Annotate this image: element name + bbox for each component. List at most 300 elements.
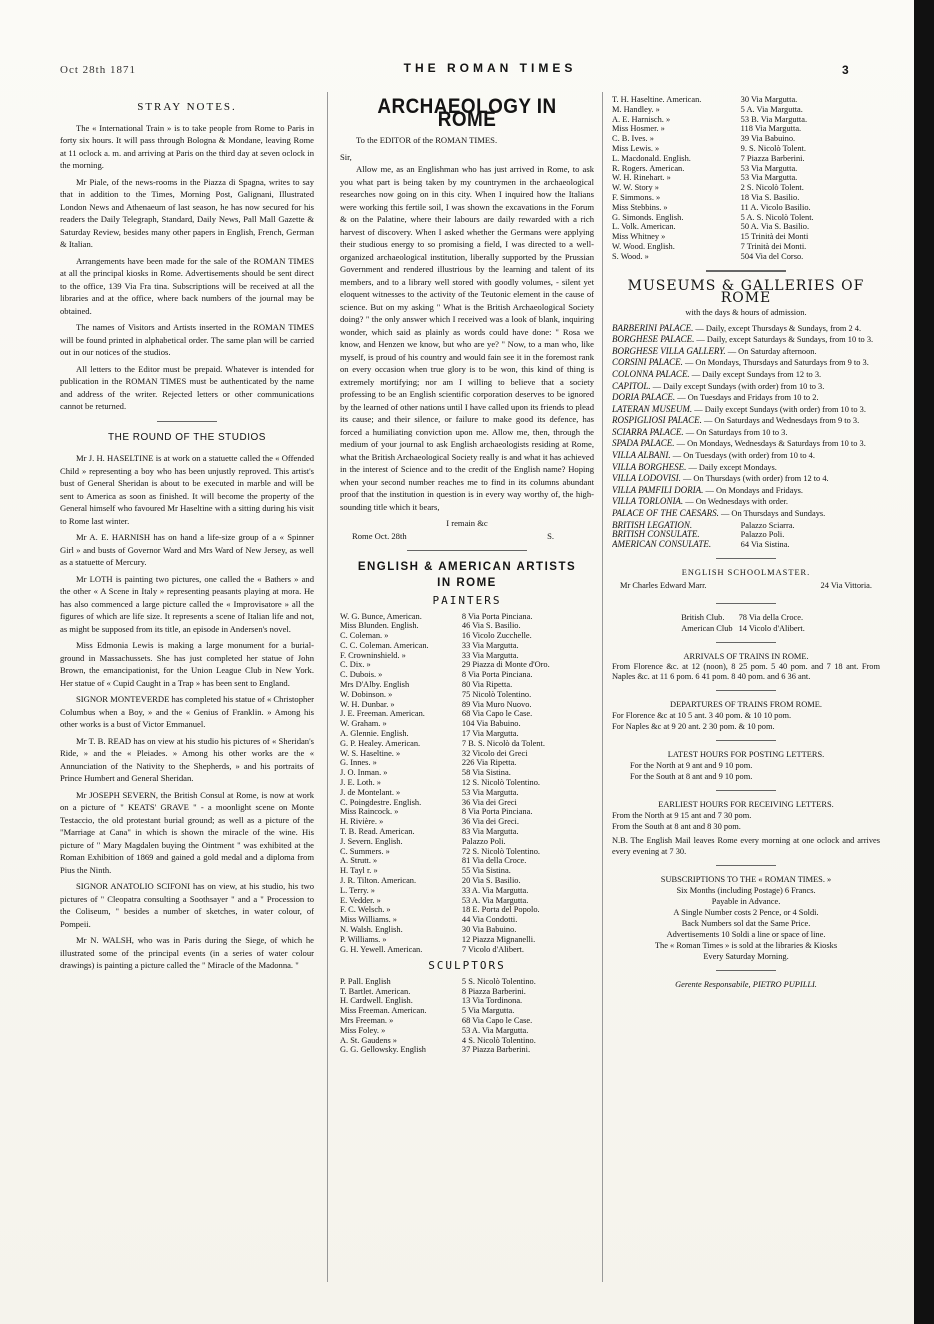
studio-paragraph: Mr A. E. HARNISH has on hand a life-size group of a « Spinner Girl » and busts of Governor Ward and Mrs Ward of New Jersey, as well as a statuette of Mercury.: [60, 532, 314, 567]
artist-address: 72 S. Nicolò Tolentino.: [461, 846, 541, 856]
museum-hours: — On Tuesdays (with order) from 10 to 4.: [672, 451, 815, 461]
column-divider: [327, 92, 328, 1282]
artist-address: 53 Via Margutta.: [461, 787, 519, 797]
artist-address: 32 Vicolo dei Greci: [461, 748, 528, 758]
museum-name: LATERAN MUSEUM.: [612, 403, 693, 414]
painter-row: [340, 660, 594, 670]
museum-entry: [612, 439, 880, 449]
sculptors-list-continued: [612, 95, 880, 262]
subscriptions-body: [612, 885, 880, 962]
museum-name: SPADA PALACE.: [612, 438, 675, 449]
museum-hours: — Daily, except Saturdays & Sundays, from 10 to 3.: [696, 335, 874, 345]
museum-entry: [612, 358, 880, 368]
artist-name: G. H. Yewell. American.: [340, 944, 423, 954]
studios-body: [60, 452, 314, 972]
artist-name: F. Simmons. »: [612, 192, 661, 202]
artist-address: 39 Via Babuino.: [740, 134, 796, 144]
artist-address: 18 E. Porta del Popolo.: [461, 905, 540, 915]
painter-row: [340, 758, 594, 768]
artist-name: C. Summers. »: [340, 846, 390, 856]
artist-address: 33 Via Margutta.: [461, 640, 519, 650]
painter-row: [340, 612, 594, 622]
artist-address: 30 Via Margutta.: [740, 95, 798, 104]
divider: [716, 642, 776, 643]
divider: [407, 550, 527, 551]
artist-name: J. de Montelant. »: [340, 787, 401, 797]
museum-name: VILLA ALBANI.: [612, 450, 671, 461]
clubs-list: [681, 612, 811, 634]
artist-name: Miss Stebbins. »: [612, 202, 668, 212]
museum-hours: — Daily except Sundays from 12 to 3.: [691, 369, 822, 379]
museum-entry: [612, 509, 880, 519]
museum-entry: [612, 324, 880, 334]
artist-address: 37 Piazza Barberini.: [461, 1045, 531, 1055]
sculptor-row: [340, 1006, 594, 1016]
artist-address: 33 A. Via Margutta.: [461, 885, 529, 895]
museum-name: VILLA LODOVISI.: [612, 473, 681, 484]
artist-address: 8 Via Porta Pinciana.: [461, 670, 533, 680]
museum-entry: [612, 474, 880, 484]
artist-name: L. Volk. American.: [612, 222, 676, 232]
receiving-heading: EARLIEST HOURS FOR RECEIVING LETTERS.: [658, 799, 834, 809]
club-row: [681, 612, 811, 623]
artist-name: J. E. Loth. »: [340, 778, 381, 788]
museum-name: CAPITOL.: [612, 380, 651, 391]
subscription-line: Back Numbers sol dat the Same Price.: [681, 918, 811, 928]
posting-heading: LATEST HOURS FOR POSTING LETTERS.: [667, 749, 825, 759]
artist-address: 15 Trinità dei Monti: [740, 232, 809, 242]
studio-paragraph: Mr T. B. READ has on view at his studio his pictures of « Sheridan's Ride, » and the « Pleiades. » Among his other works are the « Annunciation of the Nativity to the Shepherds, » and his portraits of Prince Humbert and General Sheridan.: [60, 735, 314, 783]
museum-name: VILLA TORLONIA.: [612, 496, 684, 507]
museum-entry: [612, 393, 880, 403]
artist-address: 5 S. Nicolò Tolentino.: [461, 976, 536, 986]
stray-note-paragraph: All letters to the Editor must be prepaid. Whatever is intended for publication in the ROMAN TIMES must be authenticated by the name and address of the writer. Rejected letters or other communications cannot be returned.: [60, 363, 314, 411]
artist-address: 53 Via Margutta.: [740, 163, 798, 173]
artist-address: 8 Via Porta Pinciana.: [461, 611, 533, 621]
schoolmaster-address: 24 Via Vittoria.: [820, 581, 872, 591]
museum-entry: [612, 428, 880, 438]
museum-name: BORGHESE VILLA GALLERY.: [612, 345, 726, 356]
artist-name: W. G. Bunce, American.: [340, 611, 422, 621]
painter-row: [340, 641, 594, 651]
club-address: 14 Vicolo d'Alibert.: [738, 623, 805, 633]
artist-name: C. Poingdestre. English.: [340, 797, 422, 807]
museum-hours: — Daily except Sundays (with order) from 10 to 3.: [652, 381, 825, 391]
artist-name: G. G. Gellowsky. English: [340, 1045, 426, 1055]
letter-signoff: [340, 530, 594, 543]
masthead-title: THE ROMAN TIMES: [403, 61, 577, 75]
club-name: American Club: [681, 623, 733, 633]
museum-entry: [612, 405, 880, 415]
painter-row: [340, 817, 594, 827]
posting-line: For the North at 9 ant and 9 10 pom.: [630, 760, 753, 770]
artist-name: W. H. Dunbar. »: [340, 699, 395, 709]
museum-entry: [612, 335, 880, 345]
sculptor-row: [612, 164, 880, 174]
artist-address: 118 Via Margutta.: [740, 124, 802, 134]
legation-name: AMERICAN CONSULATE.: [612, 539, 712, 550]
sculptor-row: [340, 996, 594, 1006]
studio-paragraph: Miss Edmonia Lewis is making a large monument for a burial-ground in Massachussets. She has just completed her statue of John Brown, the emancipationist, for the Union League Club in New York. Her statue of « Cupid Caught in a Trap » has been sent to England.: [60, 640, 314, 688]
artist-address: 80 Via Ripetta.: [461, 680, 513, 690]
artist-address: 83 Via Margutta.: [461, 827, 519, 837]
painter-row: [340, 915, 594, 925]
artist-name: W. Dobinson. »: [340, 689, 393, 699]
artist-name: Miss Williams. »: [340, 915, 397, 925]
artist-address: 50 A. Via S. Basilio.: [740, 222, 810, 232]
artist-address: 36 Via dei Greci.: [461, 817, 519, 827]
artist-name: G. P. Healey. American.: [340, 738, 421, 748]
legation-row: [612, 540, 880, 550]
sculptor-row: [612, 183, 880, 193]
painter-row: [340, 847, 594, 857]
artist-address: 89 Via Muro Nuovo.: [461, 699, 532, 709]
painter-row: [340, 670, 594, 680]
painter-row: [340, 709, 594, 719]
painter-row: [340, 935, 594, 945]
artist-address: 44 Via Condotti.: [461, 915, 518, 925]
artist-address: 13 Via Tordinona.: [461, 996, 523, 1006]
painter-row: [340, 886, 594, 896]
artist-name: Miss Whitney »: [612, 232, 666, 242]
museum-entry: [612, 451, 880, 461]
painter-row: [340, 788, 594, 798]
sculptor-row: [340, 987, 594, 997]
studios-heading: THE ROUND OF THE STUDIOS: [108, 431, 266, 443]
letter-salutation: To the EDITOR of the ROMAN TIMES.: [356, 135, 498, 145]
divider: [706, 270, 786, 272]
sculptor-row: [612, 105, 880, 115]
sculptor-row: [612, 154, 880, 164]
subscription-line: A Single Number costs 2 Pence, or 4 Soldi.: [673, 907, 819, 917]
sculptor-row: [612, 134, 880, 144]
museum-hours: — Daily except Mondays.: [688, 462, 777, 472]
museum-name: DORIA PALACE.: [612, 392, 676, 403]
museum-name: VILLA PAMFILI DORIA.: [612, 484, 704, 495]
museum-hours: — On Saturday afternoon.: [727, 346, 817, 356]
artist-name: L. Terry. »: [340, 885, 375, 895]
artist-name: P. Williams. »: [340, 934, 387, 944]
painter-row: [340, 680, 594, 690]
sculptor-row: [612, 232, 880, 242]
artist-address: 12 Piazza Mignanelli.: [461, 934, 536, 944]
artist-name: L. Macdonald. English.: [612, 153, 691, 163]
artist-name: T. B. Read. American.: [340, 827, 415, 837]
artist-name: C. Dix. »: [340, 660, 371, 670]
artist-name: W. Wood. English.: [612, 241, 675, 251]
painter-row: [340, 729, 594, 739]
artist-name: E. Vedder. »: [340, 895, 381, 905]
painter-row: [340, 739, 594, 749]
painter-row: [340, 700, 594, 710]
artist-address: 11 A. Vicolo Basilio.: [740, 202, 811, 212]
artist-address: 55 Via Sistina.: [461, 866, 511, 876]
artist-name: Mrs Freeman. »: [340, 1016, 394, 1026]
painter-row: [340, 876, 594, 886]
studio-paragraph: SIGNOR MONTEVERDE has completed his statue of « Christopher Columbus when a Boy, » and the « Genius of Franklin. » Among his other works is a bust of Victor Emmanuel.: [60, 694, 314, 729]
legation-address: 64 Via Sistina.: [740, 540, 790, 550]
sculptor-row: [612, 213, 880, 223]
divider: [716, 690, 776, 691]
artist-name: Mrs D'Alby. English: [340, 680, 410, 690]
painter-row: [340, 866, 594, 876]
museum-entry: [612, 347, 880, 357]
museum-entry: [612, 497, 880, 507]
artist-name: A. St. Gaudens »: [340, 1035, 397, 1045]
museums-heading: MUSEUMS & GALLERIES OF ROME: [627, 277, 865, 307]
sculptor-row: [612, 203, 880, 213]
artist-address: 18 Via S. Basilio.: [740, 192, 800, 202]
stray-notes-heading: STRAY NOTES.: [137, 101, 237, 113]
artist-address: 36 Via dei Greci: [461, 797, 517, 807]
artists-heading-line1: ENGLISH & AMERICAN ARTISTS: [357, 561, 577, 573]
painter-row: [340, 631, 594, 641]
artist-name: H. Rivière. »: [340, 817, 384, 827]
artist-address: 16 Vicolo Zucchelle.: [461, 631, 532, 641]
painter-row: [340, 827, 594, 837]
artist-address: 9. S. Nicolò Tolent.: [740, 143, 806, 153]
museum-name: SCIARRA PALACE.: [612, 426, 684, 437]
museum-name: VILLA BORGHESE.: [612, 461, 687, 472]
divider: [716, 790, 776, 791]
painter-row: [340, 749, 594, 759]
artist-address: 226 Via Ripetta.: [461, 758, 517, 768]
legation-address: Palazzo Sciarra.: [740, 520, 795, 530]
artist-address: 7 Vicolo d'Alibert.: [461, 944, 524, 954]
artist-address: 504 Via del Corso.: [740, 251, 804, 261]
artist-address: 8 Piazza Barberini.: [461, 986, 526, 996]
museum-hours: — Daily, except Thursdays & Sundays, from 2 4.: [695, 323, 862, 333]
artist-address: 53 B. Via Margutta.: [740, 114, 808, 124]
artist-address: 104 Via Babuino.: [461, 719, 521, 729]
artist-name: T. Bartlet. American.: [340, 986, 411, 996]
painter-row: [340, 925, 594, 935]
artist-address: 2 S. Nicolò Tolent.: [740, 183, 804, 193]
header-date: Oct 28th 1871: [60, 64, 136, 76]
artist-name: W. S. Haseltine. »: [340, 748, 401, 758]
artist-address: 81 Via della Croce.: [461, 856, 527, 866]
artist-name: W. Graham. »: [340, 719, 387, 729]
artist-address: 53 A. Via Margutta.: [461, 1025, 529, 1035]
sculptors-heading: SCULPTORS: [428, 959, 506, 973]
artist-address: 75 Nicolò Tolentino.: [461, 689, 532, 699]
column-right: [612, 95, 880, 1295]
receiving-line: From the North at 9 15 ant and 7 30 pom.: [612, 810, 752, 820]
sculptor-row: [612, 144, 880, 154]
museum-hours: — On Saturdays from 10 to 3.: [685, 427, 788, 437]
painter-row: [340, 651, 594, 661]
artist-name: S. Wood. »: [612, 251, 649, 261]
legation-name: BRITISH CONSULATE.: [612, 529, 700, 540]
arrivals-heading: ARRIVALS OF TRAINS IN ROME.: [683, 651, 809, 661]
sculptor-row: [612, 124, 880, 134]
painter-row: [340, 905, 594, 915]
artist-name: Miss Freeman. American.: [340, 1006, 427, 1016]
painter-row: [340, 690, 594, 700]
column-divider: [602, 92, 603, 1282]
museum-name: PALACE OF THE CAESARS.: [612, 508, 719, 519]
artist-address: 7 B. S. Nicolò da Tolent.: [461, 738, 545, 748]
departures-line: For Florence &c at 10 5 ant. 3 40 pom. & 10 10 pom.: [612, 710, 792, 720]
subscription-line: Payable in Advance.: [711, 896, 781, 906]
painter-row: [340, 798, 594, 808]
stray-note-paragraph: The « International Train » is to take people from Rome to Paris in forty six hours. It will pass through Bologna & Mondane, leaving Rome at 11 oclock a. m. and arriving at Paris on the third day at seven oclock in the morning.: [60, 122, 314, 170]
divider: [716, 865, 776, 866]
artist-address: 4 S. Nicolò Tolentino.: [461, 1035, 536, 1045]
artist-name: J. E. Freeman. American.: [340, 709, 425, 719]
sculptor-row: [612, 115, 880, 125]
artist-address: 53 A. Via Margutta.: [461, 895, 529, 905]
artist-name: H. Cardwell. English.: [340, 996, 413, 1006]
artist-name: Miss Raincock. »: [340, 807, 399, 817]
painter-row: [340, 621, 594, 631]
museums-subheading: with the days & hours of admission.: [685, 307, 807, 317]
artist-address: 46 Via S. Basilio.: [461, 621, 521, 631]
artist-name: Miss Blunden. English.: [340, 621, 419, 631]
museum-name: BORGHESE PALACE.: [612, 334, 695, 345]
artist-name: G. Simonds. English.: [612, 212, 684, 222]
artist-name: F. Crowninshield. »: [340, 650, 406, 660]
artist-name: N. Walsh. English.: [340, 925, 403, 934]
mail-note: N.B. The English Mail leaves Rome every morning at one oclock and arrives every evening at 7 30.: [612, 835, 880, 856]
museum-hours: — On Mondays, Thursdays and Saturdays from 9 to 3.: [684, 358, 869, 368]
legations-list: [612, 521, 880, 550]
museum-entry: [612, 463, 880, 473]
artist-name: J. O. Inman. »: [340, 768, 388, 778]
divider: [157, 421, 217, 422]
artists-heading-line2: IN ROME: [437, 577, 497, 589]
sculptor-row: [340, 1026, 594, 1036]
artist-name: Miss Lewis. »: [612, 143, 660, 153]
artist-name: A. Glennie. English.: [340, 729, 409, 739]
studio-paragraph: Mr N. WALSH, who was in Paris during the Siege, of which he illustrated some of the principal events (in a series of water colour drawings) is painting a picture called the " Miracle of the Madonna. ": [60, 935, 314, 970]
divider: [716, 740, 776, 741]
sculptor-row: [340, 977, 594, 987]
artist-address: 5 A. Via Margutta.: [740, 104, 803, 114]
page-number: 3: [842, 63, 849, 77]
sculptor-row: [612, 95, 880, 105]
letter-body: Allow me, as an Englishman who has just arrived in Rome, to ask you what part is being taken by my countrymen in the archaeological researches now going on in this city. When I inquired how the Italians were working this fertile soil, I was shown the excavations in the Forum & on the Palatine, where their labours are daily rewarded with a rich harvest of discovery. When I asked whether the Germans were applying their studious energy to so promising a field, I was directed to a well-organized archaeological institution, liberally supported by the Prussian Government and rendered illustrious by the learning and talent of its members, and to a library well stored with goodly volumes, - silent yet eloquent witnesses to the activity of the Teutonic element in the cause of science. But on my asking " What is the British Archaeological Society doing? " the only answer which I received was a look of blank, inquiring wonder, which said as plainly as words could have done: " Rosa we know, and Henzen we know, but who are ye? " Now, to a man who, like myself, is proud of his country and would fain see it in the foremost rank on every occasion when true glory is to be won, this kind of thing is extremely mortifying; nor am I willing to believe that a society professing to be an English scientific corporation deserves to be ignored by the learned of other nations until I have called upon its friends to plead its cause; and their silence, or failure to make good its defence, has forced a humiliating conviction upon me. Allow me, then, through the medium of your journal to ask English archaeologists residing at Rome, what the British Archaeological Society really is and what it has achieved in the interest of Science and to the credit of the English name? Hoping when your second number reaches me to find in its columns abundant proof that the institution in question is in every way worthy of, the high-sounding title which it bears,: [340, 164, 594, 512]
museum-name: BARBERINI PALACE.: [612, 322, 694, 333]
legation-address: Palazzo Poli.: [740, 530, 785, 540]
schoolmaster-name: Mr Charles Edward Marr.: [620, 581, 707, 591]
artist-address: 7 Trinità dei Monti.: [740, 241, 807, 251]
artist-address: Palazzo Poli.: [461, 836, 506, 846]
artist-address: 68 Via Capo le Case.: [461, 1016, 533, 1026]
sculptor-row: [340, 1036, 594, 1046]
sculptor-row: [340, 1016, 594, 1026]
artist-name: Miss Foley. »: [340, 1025, 386, 1035]
painter-row: [340, 856, 594, 866]
museum-name: COLONNA PALACE.: [612, 368, 690, 379]
museum-entry: [612, 416, 880, 426]
gerente-line: Gerente Responsabile, PIETRO PUPILLI.: [675, 979, 817, 989]
column-left: [60, 95, 314, 1295]
artist-name: T. H. Haseltine. American.: [612, 95, 702, 104]
museum-entry: [612, 486, 880, 496]
studio-paragraph: SIGNOR ANATOLIO SCIFONI has on view, at his studio, his two pictures of " Cleopatra consulting a Soothsayer " and a " Procession to the Coliseum, " besides a number of sketches, in water colour, of Pompeii.: [60, 881, 314, 929]
painter-row: [340, 778, 594, 788]
artist-name: J. Severn. English.: [340, 836, 403, 846]
column-middle: [340, 95, 594, 1295]
painters-heading: PAINTERS: [432, 594, 502, 607]
museum-hours: — On Thursdays (with order) from 12 to 4.: [682, 474, 829, 484]
artist-address: 58 Via Sistina.: [461, 768, 511, 778]
scan-edge: [914, 0, 934, 1324]
letter-closing: I remain &c: [446, 518, 488, 528]
painter-row: [340, 768, 594, 778]
painter-row: [340, 807, 594, 817]
receiving-line: From the South at 8 ant and 8 30 pom.: [612, 821, 741, 831]
stray-notes-body: [60, 122, 314, 413]
departures-heading: DEPARTURES OF TRAINS FROM ROME.: [670, 699, 822, 709]
artist-name: Miss Hosmer. »: [612, 124, 665, 134]
artist-address: 12 S. Nicolò Tolentino.: [461, 778, 541, 788]
letter-signature: S.: [547, 530, 554, 541]
museum-hours: — Daily except Sundays (with order) from 10 to 3.: [694, 404, 866, 414]
painter-row: [340, 837, 594, 847]
artist-name: F. C. Welsch. »: [340, 905, 391, 915]
painter-row: [340, 896, 594, 906]
artist-name: W. H. Rinehart. »: [612, 173, 671, 183]
artist-name: A. Strutt. »: [340, 856, 378, 866]
museums-list: [612, 324, 880, 519]
sculptor-row: [612, 193, 880, 203]
artist-address: 53 Via Margutta.: [740, 173, 798, 183]
artist-address: 17 Via Margutta.: [461, 729, 519, 739]
letter-date: Rome Oct. 28th: [352, 530, 407, 541]
divider: [716, 603, 776, 604]
artist-name: C. B. Ives. »: [612, 134, 654, 144]
artist-name: C. Coleman. »: [340, 631, 389, 641]
sculptor-row: [612, 252, 880, 262]
sculptor-row: [612, 173, 880, 183]
posting-line: For the South at 8 ant and 9 10 pom.: [630, 771, 753, 781]
artist-address: 5 Via Margutta.: [461, 1006, 515, 1016]
studio-paragraph: Mr J. H. HASELTINE is at work on a statuette called the « Offended Child » representing a boy who has been unjustly reproved. This artist's bust of General Sheridan is about to be executed in marble and will be sent to America as soon as finished. It will become the property of the General himself who favoured Mr Haseltine with a sitting during his visit to Rome last winter.: [60, 453, 314, 526]
schoolmaster-heading: ENGLISH SCHOOLMASTER.: [681, 568, 811, 578]
divider: [716, 558, 776, 559]
artist-address: 30 Via Babuino.: [461, 925, 517, 934]
divider: [716, 970, 776, 971]
letter-sir: Sir,: [340, 151, 352, 162]
artist-address: 68 Via Capo le Case.: [461, 709, 533, 719]
artist-name: H. Tayl r. »: [340, 866, 378, 876]
artist-name: J. R. Tilton. American.: [340, 876, 417, 886]
schoolmaster-row: [612, 578, 880, 595]
artist-name: R. Rogers. American.: [612, 163, 685, 173]
artist-name: W. W. Story »: [612, 183, 659, 193]
club-address: 78 Via della Croce.: [738, 612, 804, 622]
subscription-line: Every Saturday Morning.: [703, 951, 789, 961]
painter-row: [340, 945, 594, 955]
stray-note-paragraph: Mr Piale, of the news-rooms in the Piazza di Spagna, writes to say that in addition to the Times, Morning Post, Galignani, Illustrated London News and Athenaeum of last season, he has now secured for his readers the Daily Telegraph, Standard, Daily News, Pall Mall Gazette & Saturday Review, besides many other papers in English, French, German & Italian.: [60, 176, 314, 249]
artist-address: 33 Via Margutta.: [461, 650, 519, 660]
artist-name: G. Innes. »: [340, 758, 377, 768]
museum-hours: — On Tuesdays and Fridays from 10 to 2.: [677, 393, 819, 403]
painters-list: [340, 612, 594, 955]
museum-hours: — On Mondays, Wednesdays & Saturdays from 10 to 3.: [676, 439, 866, 449]
artist-name: C. C. Coleman. American.: [340, 640, 429, 650]
club-row: [681, 623, 811, 634]
studio-paragraph: Mr JOSEPH SEVERN, the British Consul at Rome, is now at work on a picture of " KEATS' GRAVE " - a moonlight scene on Monte Testaccio, the old protestant burial ground; as well as a picture of the "Marriage at Cana" in which is shown the miracle of the wine. His picture of " Mary Magdalen buying the Ointment " was exhibited at the Roman Exhibition of 1869 and gained a gold medal and a diploma from Pius the Ninth.: [60, 789, 314, 875]
studio-paragraph: Mr LOTH is painting two pictures, one called the « Bathers » and the other « A Scene in Italy » representing peasants playing at mora. He has also commenced a large picture called the « Improvisatore » all the figures of which are life size. It represents a scene of Italian life and not, as might be supposed from its title, an episode in Andersen's novel.: [60, 573, 314, 634]
stray-note-paragraph: The names of Visitors and Artists inserted in the ROMAN TIMES will be found printed in alphabetical order. The same plan will be carried out in our notices of the studios.: [60, 322, 314, 357]
artist-address: 20 Via S. Basilio.: [461, 876, 521, 886]
museum-entry: [612, 370, 880, 380]
artist-address: 7 Piazza Barberini.: [740, 153, 805, 163]
artist-address: 8 Via Porta Pinciana.: [461, 807, 533, 817]
